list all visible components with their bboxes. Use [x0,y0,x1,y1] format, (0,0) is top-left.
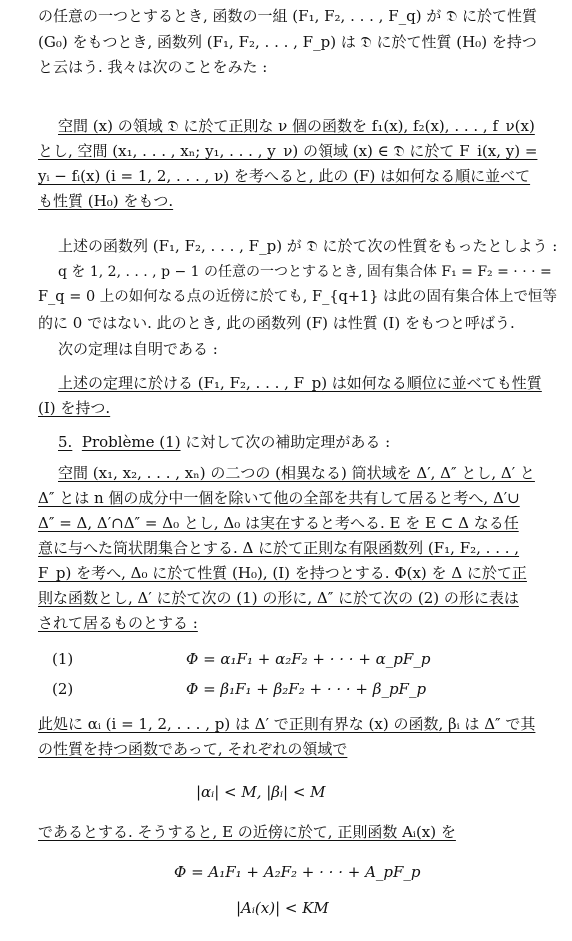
inequality: |Aᵢ(x)| < KM [236,899,329,917]
lemma-line: F_p) を考へ, Δ₀ に於て性質 (H₀), (I) を持つとする. Φ(x) を Δ に於て正 [38,564,527,582]
paragraph-line: (G₀) をもつとき, 函数列 (F₁, F₂, . . . , F_p) は 𝔇 に於て性質 (H₀) を持つ [38,33,537,51]
paragraph-line: q を 1, 2, . . . , p − 1 の任意の一つとするとき, 固有集合体 F₁ = F₂ = · · · = [58,264,552,280]
paragraph-line: F_q = 0 上の如何なる点の近傍に於ても, F_{q+1} は此の固有集合体上で恒等 [38,289,558,305]
theorem-line: (I) を持つ. [38,399,111,417]
lemma-line: Δ″ とは n 個の成分中一個を除いて他の全部を共有して居ると考へ, Δ′∪ [38,489,520,507]
equation: Φ = β₁F₁ + β₂F₂ + · · · + β_pF_p [186,680,427,698]
paragraph-line: 上述の函数列 (F₁, F₂, . . . , F_p) が 𝔇 に於て次の性質をもったとしよう : [58,237,558,255]
lemma-line: 空間 (x₁, x₂, . . . , xₙ) の二つの (相異なる) 筒状域を Δ′, Δ″ とし, Δ′ と [58,464,535,482]
section-number: 5. [58,433,73,451]
paragraph-line: 次の定理は自明である : [58,340,218,358]
theorem-line: とし, 空間 (x₁, . . . , xₙ; y₁, . . . , y_ν) の領域 (x) ∈ 𝔇 に於て F_i(x, y) = [38,142,538,160]
section-heading [58,432,390,452]
lemma-line: Δ″ = Δ, Δ′∩Δ″ = Δ₀ とし, Δ₀ は実在すると考へる. E を E ⊂ Δ なる任 [38,514,519,532]
theorem-line: 空間 (x) の領域 𝔇 に於て正則な ν 個の函数を f₁(x), f₂(x), . . . , f_ν(x) [58,117,535,135]
theorem-line: も性質 (H₀) をもつ. [38,192,174,210]
theorem-line: yᵢ − fᵢ(x) (i = 1, 2, . . . , ν) を考へると, 此の (F) は如何なる順に並べて [38,167,531,185]
lemma-line: 則な函数とし, Δ′ に於て次の (1) の形に, Δ″ に於て次の (2) の形に表は [38,589,519,607]
inequality: |αᵢ| < M, |βᵢ| < M [196,783,326,801]
paragraph-line: であるとする. そうすると, E の近傍に於て, 正則函数 Aᵢ(x) を [38,823,456,841]
paragraph-line: の性質を持つ函数であって, それぞれの領域で [38,740,348,758]
paragraph-line: 的に 0 ではない. 此のとき, 此の函数列 (F) は性質 (I) をもつと呼ばう. [38,314,515,332]
paragraph-line: の任意の一つとするとき, 函数の一組 (F₁, F₂, . . . , F_q) が 𝔇 に於て性質 [38,7,538,25]
equation: Φ = A₁F₁ + A₂F₂ + · · · + A_pF_p [174,863,421,881]
lemma-line: 意に与へた筒状閉集合とする. Δ に於て正則な有限函数列 (F₁, F₂, . . . , [38,539,520,557]
equation-number: (2) [52,680,74,698]
equation-number: (1) [52,650,74,668]
section-heading-rest: に対して次の補助定理がある : [180,433,391,451]
theorem-line: 上述の定理に於ける (F₁, F₂, . . . , F_p) は如何なる順位に並べても性質 [58,374,542,392]
paragraph-line: 此処に αᵢ (i = 1, 2, . . . , p) は Δ′ で正則有界な (x) の函数, βᵢ は Δ″ で其 [38,715,536,733]
section-title: Problème (1) [81,433,181,451]
paragraph-line: と云はう. 我々は次のことをみた : [38,58,268,76]
lemma-line: されて居るものとする : [38,614,198,632]
equation: Φ = α₁F₁ + α₂F₂ + · · · + α_pF_p [186,650,431,668]
